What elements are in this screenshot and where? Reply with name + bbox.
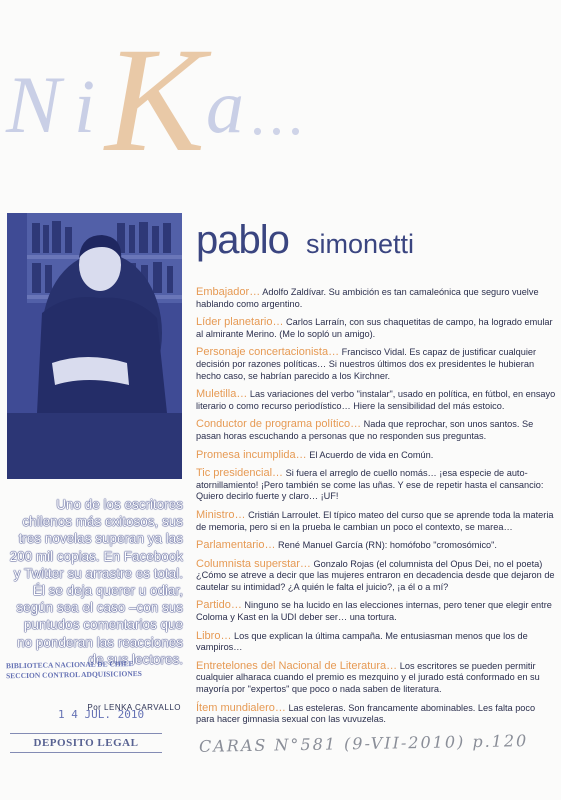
- entry-term: Tic presidencial…: [196, 467, 284, 480]
- entry-text: Las variaciones del verbo "instalar", usado en política, en fútbol, en ensayo literario o como recurso periodístico… Hiere la sensibilidad del más estoico.: [196, 389, 556, 411]
- entry: [196, 389, 556, 412]
- entry-term: Columnista superstar…: [196, 557, 311, 570]
- handwritten-note: CARAS N°581 (9-VII-2010) p.120: [198, 731, 529, 756]
- entry: [196, 631, 556, 654]
- entry-text: Nada que reprochar, son unos santos. Se pasan horas escuchando a personas que no responden sus preguntas.: [196, 419, 534, 441]
- entry: [196, 540, 556, 552]
- entry-term: Ministro…: [196, 508, 246, 521]
- entry-text: Si fuera el arreglo de cuello nomás… ¡esa especie de auto-atornillamiento! ¡Pero también se come las uñas. Y ese de repetir hasta el cansancio: Quiero decirlo fuerte y claro… ¡UF!: [196, 468, 544, 502]
- entry-text: Las esteleras. Son francamente abominables. Les falta poco para hacer gimnasia sexual con las vuvuzelas.: [196, 702, 536, 725]
- entry-text: Los que explican la última campaña. Me entusiasman menos que los de vampiros…: [196, 630, 528, 653]
- entry-term: Entretelones del Nacional de Literatura…: [196, 659, 398, 672]
- svg-text:N: N: [6, 59, 61, 150]
- svg-text:i: i: [74, 65, 96, 149]
- masthead: [0, 0, 561, 205]
- entry-term: Promesa incumplida…: [196, 448, 307, 461]
- entry-text: Ninguno se ha lucido en las elecciones internas, pero tener que elegir entre Coloma y Kast en la UDI deber ser… una tortura.: [196, 600, 552, 623]
- entry-text: Cristián Larroulet. El típico mateo del curso que se aprende toda la materia de memoria, pero si en la prueba le cambian un poco el contexto, se marea…: [196, 509, 554, 532]
- deposit-stamp: DEPOSITO LEGAL: [10, 733, 162, 753]
- entry: [196, 287, 556, 310]
- name-last: simonetti: [306, 229, 415, 259]
- entry: [196, 468, 556, 503]
- svg-text:K: K: [105, 17, 206, 183]
- date-stamp: 1 4 JUL. 2010: [58, 708, 145, 721]
- byline: Por LENKA CARVALLO: [87, 703, 181, 712]
- entry: [196, 347, 556, 382]
- entry-text: Francisco Vidal. Es capaz de justificar cualquier decisión por razones políticas… Si nuestros últimos dos ex presidentes le hubieran hecho caso, se habrían parecido a los Kirchner.: [196, 347, 537, 381]
- entry: [196, 317, 556, 340]
- entry-term: Parlamentario…: [196, 539, 276, 552]
- entry: [196, 661, 556, 696]
- name-first: pablo: [196, 218, 289, 262]
- portrait-illustration: [7, 213, 182, 479]
- svg-text:...: ...: [250, 81, 307, 147]
- svg-text:a: a: [206, 65, 244, 149]
- entry: [196, 510, 556, 533]
- entry-term: Partido…: [196, 599, 242, 612]
- entry-term: Líder planetario…: [196, 316, 284, 329]
- entry: [196, 559, 556, 594]
- entry: [196, 600, 556, 623]
- entry: [196, 450, 556, 462]
- entries-list: [196, 287, 556, 733]
- entry-text: Carlos Larraín, con sus chaquetitas de campo, ha logrado emular al almirante Merino. (Me lo sopló un amigo).: [196, 317, 553, 339]
- entry-term: Muletilla…: [196, 388, 248, 401]
- entry: [196, 419, 556, 442]
- entry: [196, 703, 556, 726]
- pull-quote: Uno de los escritores chilenos más exitosos, sus tres novelas superan ya las 200 mil copias. En Facebook y Twitter su arrastre es total. Él se deja querer u odiar, según sea el caso –con sus puntudos comentarios que no ponderan las reacciones de sus lectores.: [9, 497, 183, 667]
- entry-term: Personaje concertacionista…: [196, 346, 340, 359]
- entry-text: Los escritores se pueden permitir cualquier alharaca cuando el premio es mezquino y el jurado está conformado en su mayoría por "expertos" que poco o nada saben de literatura.: [196, 660, 540, 695]
- portrait-photo: [7, 213, 182, 479]
- entry-text: El Acuerdo de vida en Común.: [309, 449, 434, 460]
- entry-term: Embajador…: [196, 286, 261, 298]
- entry-text: Gonzalo Rojas (el columnista del Opus Dei, no el poeta) ¿Cómo se atreve a decir que las mujeres entraron en decadencia desde que dejaron de cautelar su intimidad? ¿A quién le falta el juicio?, ¡a él o a mí?: [196, 558, 555, 592]
- entry-text: Adolfo Zaldívar. Su ambición es tan camaleónica que seguro vuelve hablando como argentino.: [196, 287, 539, 309]
- entry-term: Ítem mundialero…: [196, 701, 286, 714]
- library-stamp: BIBLIOTECA NACIONAL DE CHILE SECCION CONTROL ADQUISICIONES: [5, 659, 143, 681]
- nika-logo: [0, 0, 561, 205]
- entry-term: Libro…: [196, 629, 232, 642]
- entry-term: Conductor de programa político…: [196, 418, 362, 431]
- entry-text: René Manuel García (RN): homófobo "cromosómico".: [278, 540, 497, 551]
